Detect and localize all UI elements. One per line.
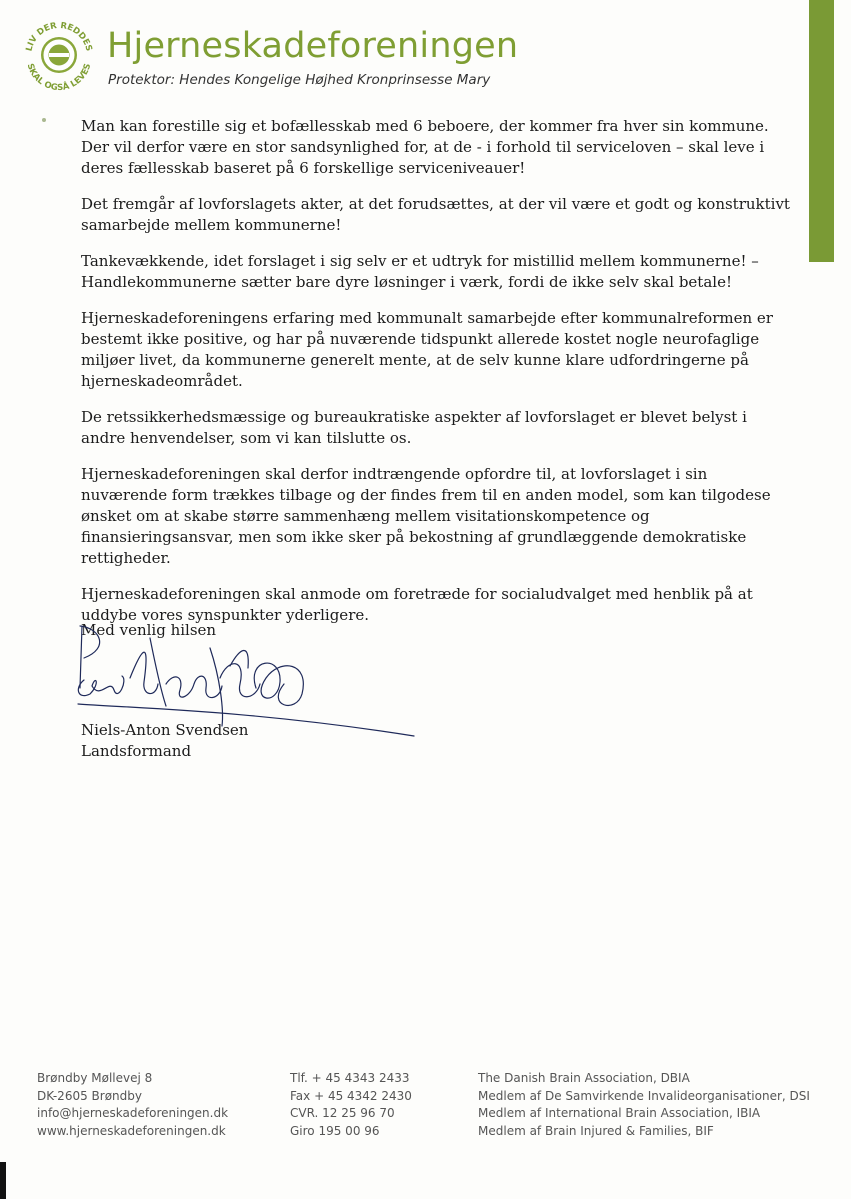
footer-memberships (478, 1070, 810, 1140)
footer-website-link[interactable]: www.hjerneskadeforeningen.dk (37, 1123, 226, 1138)
body-paragraph: Hjerneskadeforeningens erfaring med kommunalt samarbejde efter kommunalreformen er bestemt ikke positive, og har på nuværende tidspunkt allerede kostet nogle neurofaglige miljøer livet, da kommunerne generelt mente, at de selv kunne klare udfordringerne på hjerneskadeområdet. (81, 309, 773, 390)
membership-line: The Danish Brain Association, DBIA (478, 1071, 690, 1085)
membership-line: Medlem af International Brain Association, IBIA (478, 1106, 761, 1120)
body-paragraph: De retssikkerhedsmæssige og bureaukratiske aspekter af lovforslaget er blevet belyst i andre henvendelser, som vi kan tilslutte os. (81, 408, 747, 447)
footer-phone: Tlf. + 45 4343 2433 (290, 1071, 410, 1085)
footer-contact (290, 1070, 412, 1140)
footer-address (37, 1070, 228, 1140)
signer-title: Landsformand (81, 742, 192, 760)
organization-logo (19, 12, 99, 92)
body-paragraph: Det fremgår af lovforslagets akter, at det forudsættes, at der vil være et godt og konstruktivt samarbejde mellem kommunerne! (81, 195, 790, 234)
footer-cvr: CVR. 12 25 96 70 (290, 1106, 395, 1120)
signer-block (81, 720, 248, 762)
signer-name: Niels-Anton Svendsen (81, 721, 249, 739)
footer-email-link[interactable]: info@hjerneskadeforeningen.dk (37, 1106, 229, 1120)
body-paragraph: Tankevækkende, idet forslaget i sig selv er et udtryk for mistillid mellem kommunerne! – Handlekommunerne sætter bare dyre løsninger i værk, fordi de ikke selv skal betale! (81, 252, 759, 291)
membership-line: Medlem af De Samvirkende Invalideorganisationer, DSI (478, 1088, 810, 1103)
footer-giro: Giro 195 00 96 (290, 1123, 380, 1138)
protector-line: Protektor: Hendes Kongelige Højhed Kronprinsesse Mary (108, 72, 491, 88)
body-paragraph: Hjerneskadeforeningen skal derfor indtrængende opfordre til, at lovforslaget i sin nuværende form trækkes tilbage og der findes frem til en anden model, som kan tilgodese ønsket om at skabe større sammenhæng mellem visitationskompetence og finansieringsansvar, men som ikke sker på bekostning af grundlæggende demokratiske rettigheder. (81, 465, 771, 567)
organization-name: Hjerneskadeforeningen (107, 26, 519, 66)
footer-street: Brøndby Møllevej 8 (37, 1071, 153, 1085)
membership-line: Medlem af Brain Injured & Families, BIF (478, 1123, 714, 1138)
footer-postal: DK-2605 Brøndby (37, 1088, 142, 1103)
letter-body (81, 116, 791, 641)
svg-text:LIV DER REDDES: LIV DER REDDES (24, 20, 94, 53)
body-paragraph: Hjerneskadeforeningen skal anmode om foretræde for socialudvalget med henblik på at uddybe vores synspunkter yderligere. (81, 585, 753, 624)
body-paragraph: Man kan forestille sig et bofællesskab med 6 beboere, der kommer fra hver sin kommune. Der vil derfor være en stor sandsynlighed for, at de - i forhold til serviceloven – skal leve i deres fællesskab baseret på 6 forskellige serviceniveauer! (81, 117, 769, 177)
scan-edge-mark (0, 1162, 6, 1199)
scan-speck (42, 118, 46, 122)
side-color-bar (809, 0, 834, 262)
footer-fax: Fax + 45 4342 2430 (290, 1088, 412, 1103)
svg-text:SKAL OGSÅ LEVES: SKAL OGSÅ LEVES (24, 62, 94, 92)
closing-greeting: Med venlig hilsen (81, 621, 217, 639)
